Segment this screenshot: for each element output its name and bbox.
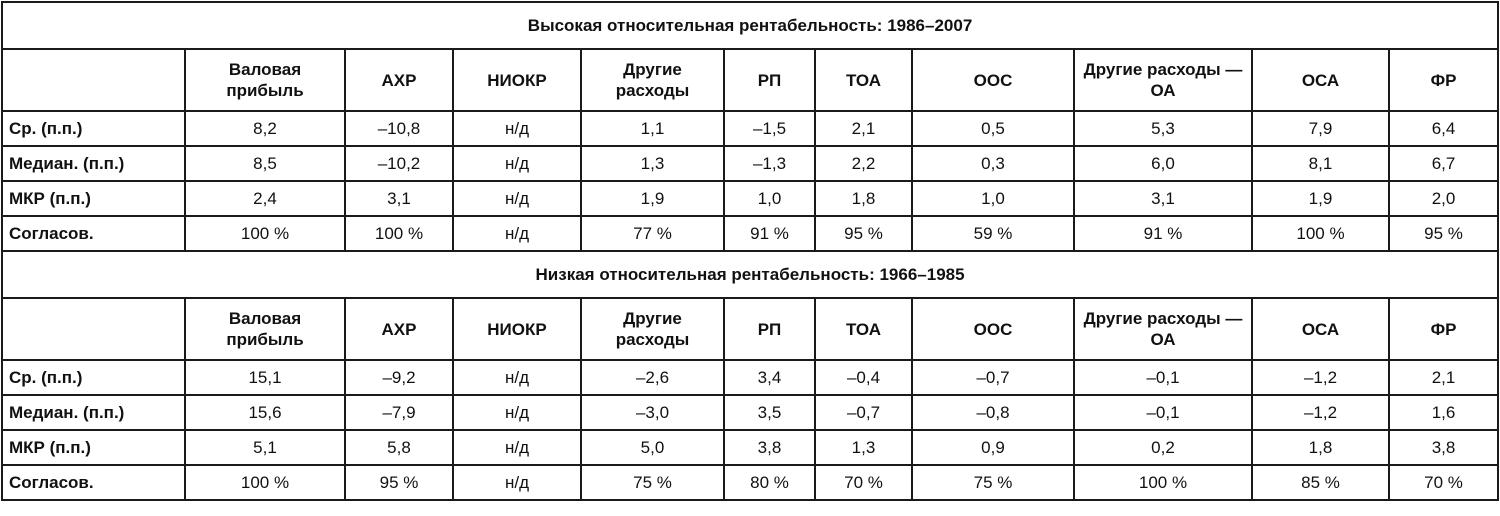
table-cell: н/д xyxy=(453,216,581,251)
table-row xyxy=(2,146,1498,181)
table-cell: –0,7 xyxy=(912,360,1074,395)
column-header: ОСА xyxy=(1252,49,1389,111)
row-label: Медиан. (п.п.) xyxy=(2,395,185,430)
table-cell: –9,2 xyxy=(345,360,453,395)
table-cell: 7,9 xyxy=(1252,111,1389,146)
column-header: НИОКР xyxy=(453,298,581,360)
table-cell: н/д xyxy=(453,360,581,395)
table-cell: 0,9 xyxy=(912,430,1074,465)
row-label: Ср. (п.п.) xyxy=(2,111,185,146)
column-header: ООС xyxy=(912,298,1074,360)
table-cell: 70 % xyxy=(1389,465,1498,500)
row-label: МКР (п.п.) xyxy=(2,430,185,465)
table-cell: 100 % xyxy=(185,465,345,500)
table-cell: 95 % xyxy=(1389,216,1498,251)
table-cell: 1,0 xyxy=(724,181,815,216)
table-cell: 3,8 xyxy=(724,430,815,465)
table-cell: н/д xyxy=(453,430,581,465)
row-label: МКР (п.п.) xyxy=(2,181,185,216)
table-cell: 3,5 xyxy=(724,395,815,430)
table-cell: –2,6 xyxy=(581,360,724,395)
table-body xyxy=(2,2,1498,500)
section-title-row xyxy=(2,251,1498,298)
column-header: Другие расходы xyxy=(581,298,724,360)
table-cell: 5,0 xyxy=(581,430,724,465)
column-header: ФР xyxy=(1389,298,1498,360)
table-cell: –0,8 xyxy=(912,395,1074,430)
table-cell: 100 % xyxy=(1074,465,1252,500)
table-cell: 0,3 xyxy=(912,146,1074,181)
table-cell: 91 % xyxy=(724,216,815,251)
table-row xyxy=(2,181,1498,216)
table-cell: –0,1 xyxy=(1074,360,1252,395)
table-cell: 8,2 xyxy=(185,111,345,146)
table-cell: 3,1 xyxy=(345,181,453,216)
table-cell: н/д xyxy=(453,395,581,430)
column-header: ТОА xyxy=(815,298,912,360)
table-cell: 100 % xyxy=(1252,216,1389,251)
table-cell: 0,5 xyxy=(912,111,1074,146)
table-cell: 95 % xyxy=(345,465,453,500)
table-cell: 5,3 xyxy=(1074,111,1252,146)
column-header: ФР xyxy=(1389,49,1498,111)
table-cell: –3,0 xyxy=(581,395,724,430)
table-cell: –7,9 xyxy=(345,395,453,430)
table-cell: 8,5 xyxy=(185,146,345,181)
table-cell: 8,1 xyxy=(1252,146,1389,181)
row-label: Согласов. xyxy=(2,465,185,500)
table-cell: 70 % xyxy=(815,465,912,500)
table-cell: 3,1 xyxy=(1074,181,1252,216)
table-cell: 75 % xyxy=(581,465,724,500)
table-cell: 1,8 xyxy=(1252,430,1389,465)
table-cell: 3,8 xyxy=(1389,430,1498,465)
row-label: Согласов. xyxy=(2,216,185,251)
table-cell: –0,7 xyxy=(815,395,912,430)
table-cell: 80 % xyxy=(724,465,815,500)
table-cell: н/д xyxy=(453,181,581,216)
table-cell: 5,1 xyxy=(185,430,345,465)
table-cell: 2,1 xyxy=(1389,360,1498,395)
table-cell: 0,2 xyxy=(1074,430,1252,465)
table-cell: –1,2 xyxy=(1252,395,1389,430)
table-cell: –1,5 xyxy=(724,111,815,146)
table-cell: н/д xyxy=(453,465,581,500)
table-cell: 2,4 xyxy=(185,181,345,216)
table-cell: 6,7 xyxy=(1389,146,1498,181)
column-header: АХР xyxy=(345,49,453,111)
table-row xyxy=(2,216,1498,251)
table-cell: 1,6 xyxy=(1389,395,1498,430)
table-cell: 95 % xyxy=(815,216,912,251)
table-cell: 1,3 xyxy=(815,430,912,465)
table-cell: 1,3 xyxy=(581,146,724,181)
table-cell: 2,1 xyxy=(815,111,912,146)
row-label: Медиан. (п.п.) xyxy=(2,146,185,181)
section-title: Высокая относительная рентабельность: 1986–2007 xyxy=(2,2,1498,49)
column-header: ТОА xyxy=(815,49,912,111)
table-cell: н/д xyxy=(453,111,581,146)
table-cell: 59 % xyxy=(912,216,1074,251)
table-cell: 77 % xyxy=(581,216,724,251)
table-cell: 15,6 xyxy=(185,395,345,430)
table-cell: 1,9 xyxy=(581,181,724,216)
table-cell: –0,1 xyxy=(1074,395,1252,430)
column-header: РП xyxy=(724,298,815,360)
table-cell: 2,0 xyxy=(1389,181,1498,216)
column-header: ООС xyxy=(912,49,1074,111)
corner-cell xyxy=(2,298,185,360)
table-cell: 100 % xyxy=(185,216,345,251)
table-cell: 6,4 xyxy=(1389,111,1498,146)
profitability-table xyxy=(1,1,1499,501)
table-row xyxy=(2,360,1498,395)
column-header: ОСА xyxy=(1252,298,1389,360)
table-cell: –10,8 xyxy=(345,111,453,146)
row-label: Ср. (п.п.) xyxy=(2,360,185,395)
column-header: Другие расходы — ОА xyxy=(1074,298,1252,360)
column-header: Другие расходы — ОА xyxy=(1074,49,1252,111)
table-cell: 6,0 xyxy=(1074,146,1252,181)
table-row xyxy=(2,430,1498,465)
column-header-row xyxy=(2,49,1498,111)
table-cell: –0,4 xyxy=(815,360,912,395)
table-cell: 85 % xyxy=(1252,465,1389,500)
table-cell: н/д xyxy=(453,146,581,181)
table-cell: 3,4 xyxy=(724,360,815,395)
table-cell: 75 % xyxy=(912,465,1074,500)
column-header: Другие расходы xyxy=(581,49,724,111)
section-title-row xyxy=(2,2,1498,49)
table-cell: 1,1 xyxy=(581,111,724,146)
table-row xyxy=(2,465,1498,500)
table-row xyxy=(2,395,1498,430)
table-cell: 2,2 xyxy=(815,146,912,181)
table-cell: 100 % xyxy=(345,216,453,251)
table-cell: 1,8 xyxy=(815,181,912,216)
column-header: АХР xyxy=(345,298,453,360)
table-cell: 1,0 xyxy=(912,181,1074,216)
column-header: Валовая прибыль xyxy=(185,298,345,360)
table-row xyxy=(2,111,1498,146)
column-header-row xyxy=(2,298,1498,360)
column-header: Валовая прибыль xyxy=(185,49,345,111)
table-cell: –1,2 xyxy=(1252,360,1389,395)
column-header: РП xyxy=(724,49,815,111)
table-cell: 15,1 xyxy=(185,360,345,395)
table-cell: 5,8 xyxy=(345,430,453,465)
section-title: Низкая относительная рентабельность: 1966–1985 xyxy=(2,251,1498,298)
table-cell: 1,9 xyxy=(1252,181,1389,216)
column-header: НИОКР xyxy=(453,49,581,111)
table-cell: –10,2 xyxy=(345,146,453,181)
table-cell: –1,3 xyxy=(724,146,815,181)
table-cell: 91 % xyxy=(1074,216,1252,251)
corner-cell xyxy=(2,49,185,111)
